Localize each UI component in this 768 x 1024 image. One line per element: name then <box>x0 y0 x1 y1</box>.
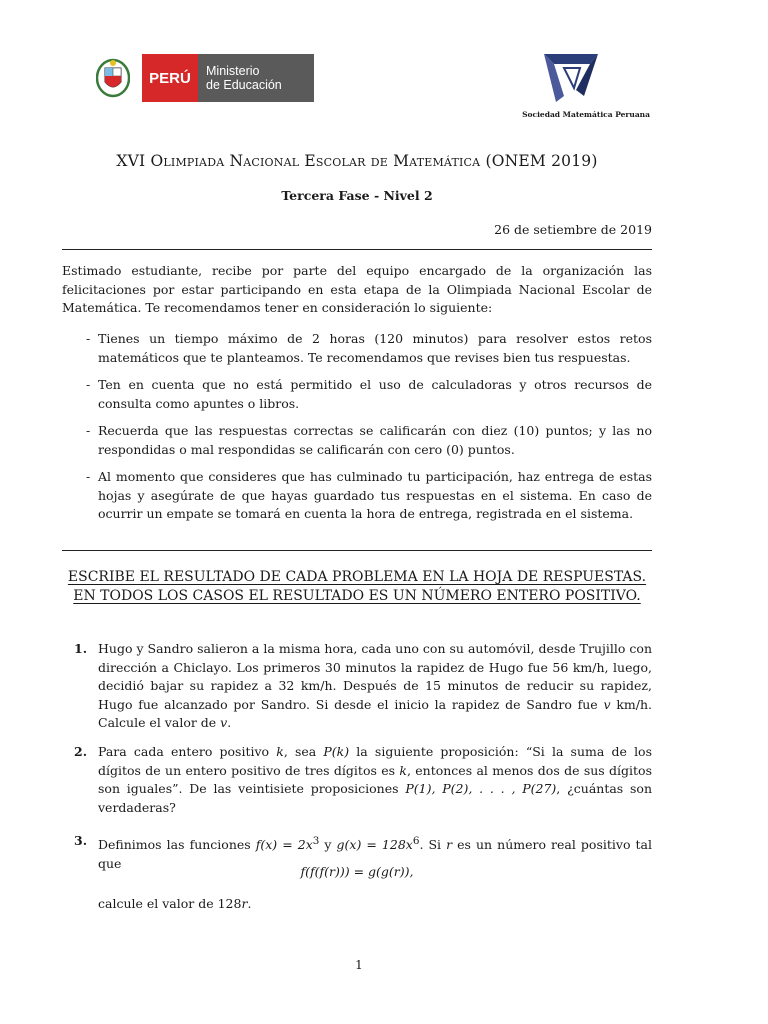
warning-line-2: EN TODOS LOS CASOS EL RESULTADO ES UN NÚMERO ENTERO POSITIVO. <box>73 588 641 604</box>
problem-text: Para cada entero positivo k, sea P(k) la siguiente proposición: “Si la suma de los dígitos de un entero positivo de tres dígitos es k, entonces al menos dos de sus dígitos son iguales”. De las veintisiete proposiciones P(1), P(2), . . . , P(27), ¿cuántas son verdaderas? <box>98 744 653 815</box>
warning-line-1: ESCRIBE EL RESULTADO DE CADA PROBLEMA EN LA HOJA DE RESPUESTAS. <box>67 569 647 585</box>
ministry-logo <box>84 54 314 102</box>
page-title: XVI Olimpiada Nacional Escolar de Matemática (ONEM 2019) <box>116 152 598 170</box>
page-number: 1 <box>355 958 363 972</box>
divider-top <box>62 249 652 250</box>
list-item: - Al momento que consideres que has culminado tu participación, haz entrega de estas hojas y asegúrate de que hayas guardado tus respuestas en el sistema. En caso de ocurrir un empate se tomará en cuenta la hora de entrega, registrada en el sistema. <box>86 469 652 521</box>
peru-label: PERÚ <box>142 54 198 102</box>
answer-instructions <box>62 568 652 606</box>
list-item: - Ten en cuenta que no está permitido el uso de calculadoras y otros recursos de consulta como apuntes o libros. <box>86 377 652 411</box>
ministry-line-2: de Educación <box>206 78 282 92</box>
list-item-text: Recuerda que las respuestas correctas se calificarán con diez (10) puntos; y las no respondidas o mal respondidas se calificarán con cero (0) puntos. <box>98 423 652 457</box>
list-item: - Recuerda que las respuestas correctas se calificarán con diez (10) puntos; y las no respondidas o mal respondidas se calificarán con cero (0) puntos. <box>86 423 652 457</box>
equation: f(f(f(r))) = g(g(r)), <box>300 864 414 879</box>
problem-text: Definimos las funciones $f(x) = 2x^3$ y $g(x) = 128x^6$. Si r es un número real positivo tal que <box>98 835 653 871</box>
problem-number: 1. <box>74 641 88 656</box>
problem-number: 3. <box>74 833 88 848</box>
divider-middle <box>62 550 652 551</box>
intro-paragraph: Estimado estudiante, recibe por parte del equipo encargado de la organización las felicitaciones por estar participando en esta etapa de la Olimpiada Nacional Escolar de Matemática. Te recomendamos tener en consideración lo siguiente: <box>62 263 652 315</box>
problem-2 <box>74 743 652 817</box>
problem-number: 2. <box>74 744 88 759</box>
problem-3-question: calcule el valor de 128r. <box>98 896 252 911</box>
list-item-text: Tienes un tiempo máximo de 2 horas (120 minutos) para resolver estos retos matemáticos que te planteamos. Te recomendamos que revises bien tus respuestas. <box>98 331 652 365</box>
smp-logo-icon <box>540 48 602 104</box>
problem-text: Hugo y Sandro salieron a la misma hora, cada uno con su automóvil, desde Trujillo con dirección a Chiclayo. Los primeros 30 minutos la rapidez de Hugo fue 56 km/h, luego, decidió bajar su rapidez a 32 km/h. Después de 15 minutos de reducir su rapidez, Hugo fue alcanzado por Sandro. Si desde el inicio la rapidez de Sandro fue v km/h. Calcule el valor de v. <box>98 641 653 730</box>
ministry-name <box>198 54 314 102</box>
society-name: Sociedad Matemática Peruana <box>522 110 650 119</box>
list-item-text: Ten en cuenta que no está permitido el uso de calculadoras y otros recursos de consulta como apuntes o libros. <box>98 377 652 411</box>
coat-of-arms-icon <box>84 54 142 102</box>
list-item-text: Al momento que consideres que has culminado tu participación, haz entrega de estas hojas y asegúrate de que hayas guardado tus respuestas en el sistema. En caso de ocurrir un empate se tomará en cuenta la hora de entrega, registrada en el sistema. <box>98 469 652 521</box>
problem-1 <box>74 640 652 733</box>
exam-date: 26 de setiembre de 2019 <box>494 222 652 237</box>
list-item: - Tienes un tiempo máximo de 2 horas (120 minutos) para resolver estos retos matemáticos que te planteamos. Te recomendamos que revises bien tus respuestas. <box>86 331 652 365</box>
instructions-list <box>86 330 652 533</box>
page-subtitle: Tercera Fase - Nivel 2 <box>281 188 433 203</box>
ministry-line-1: Ministerio <box>206 64 260 78</box>
